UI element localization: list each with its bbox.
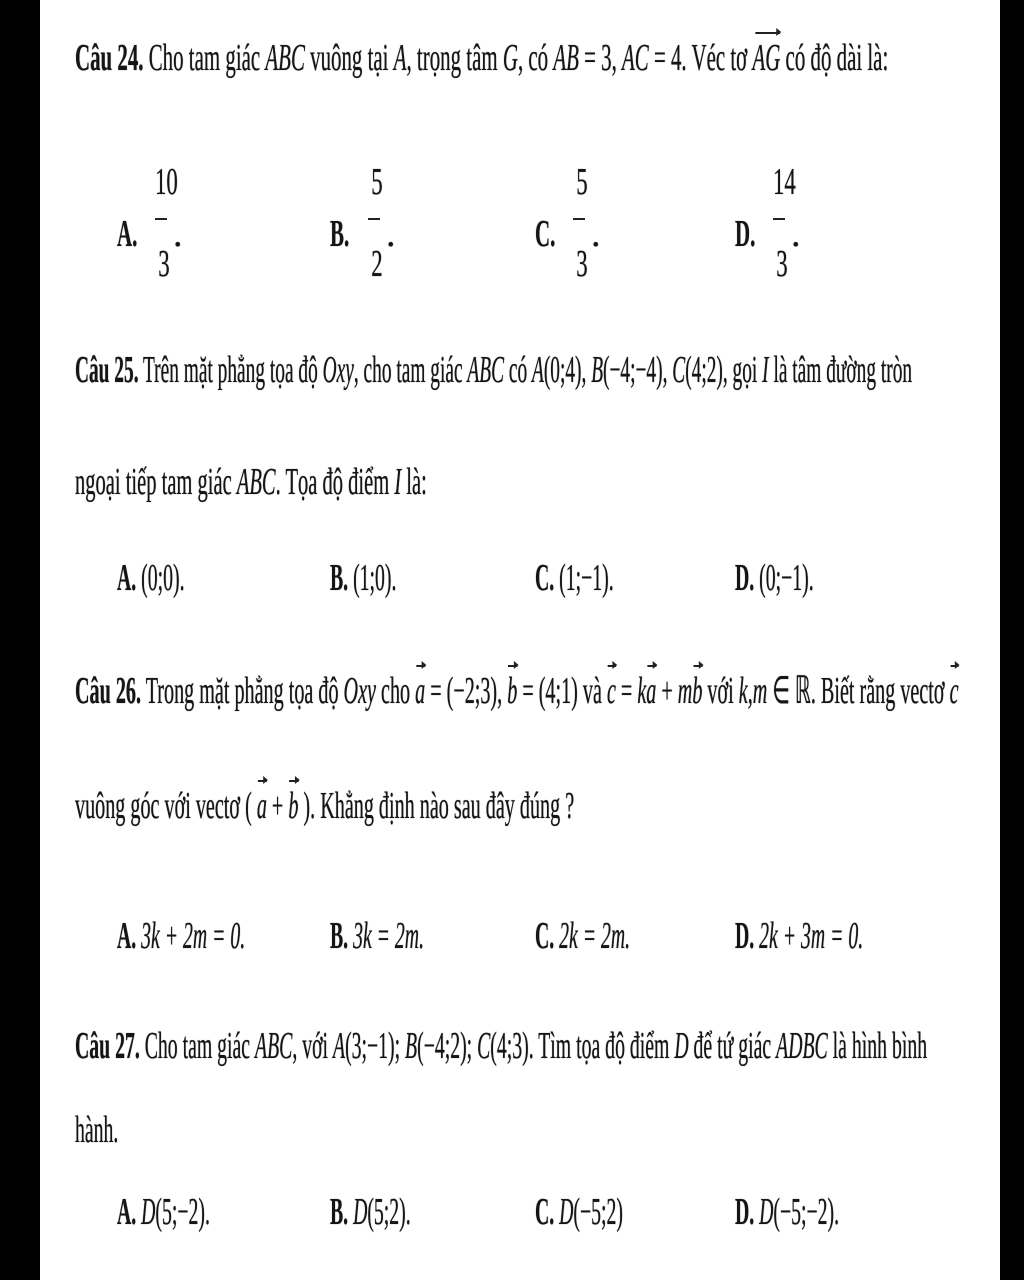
vector-symbol: b bbox=[288, 785, 299, 827]
label-text: D. bbox=[735, 557, 755, 599]
text: (−5;−2). bbox=[773, 1191, 840, 1233]
math-text: ABC bbox=[236, 461, 276, 503]
q26-option-d[interactable] bbox=[735, 914, 863, 958]
math-text: k bbox=[637, 670, 647, 712]
label-text: Câu 24. bbox=[75, 37, 144, 79]
label-text: C. bbox=[535, 557, 555, 599]
label-text: A. bbox=[117, 1191, 137, 1233]
numerator: 14 bbox=[773, 161, 796, 203]
text: (−5;2) bbox=[573, 1191, 623, 1233]
label-text: Câu 25. bbox=[75, 349, 139, 391]
period: . bbox=[386, 213, 396, 255]
math-text: D bbox=[554, 1191, 574, 1233]
math-text: I bbox=[762, 349, 769, 391]
math-text: 3k = 2m. bbox=[348, 915, 425, 957]
fraction-bar bbox=[573, 218, 585, 220]
text: , có bbox=[517, 37, 554, 79]
text: Cho tam giác bbox=[143, 37, 266, 79]
math-text: C bbox=[477, 1025, 491, 1067]
period: . bbox=[591, 213, 601, 255]
text: (1;0). bbox=[348, 557, 397, 599]
label-text: D. bbox=[735, 1191, 755, 1233]
math-text: D bbox=[754, 1191, 774, 1233]
denominator: 3 bbox=[576, 243, 588, 285]
q25-option-c[interactable] bbox=[535, 556, 614, 600]
label-text: B. bbox=[330, 557, 349, 599]
text: + bbox=[656, 670, 678, 712]
text: ngoại tiếp tam giác bbox=[75, 461, 237, 503]
text: (−4;2); bbox=[417, 1025, 478, 1067]
q25-option-a[interactable] bbox=[117, 556, 185, 600]
vector-symbol: AG bbox=[752, 37, 781, 79]
math-text: Oxy bbox=[322, 349, 354, 391]
text: ). Khẳng định nào sau đây đúng ? bbox=[298, 785, 575, 827]
text: Trên mặt phẳng tọa độ bbox=[138, 349, 323, 391]
vector-symbol: b bbox=[507, 670, 518, 712]
text: . Tọa độ điểm bbox=[275, 461, 395, 503]
denominator: 3 bbox=[776, 243, 788, 285]
text: cho bbox=[375, 670, 416, 712]
label-text: C. bbox=[535, 1191, 555, 1233]
math-text: ABC bbox=[467, 349, 504, 391]
math-text: A bbox=[332, 1025, 346, 1067]
q25-option-b[interactable] bbox=[330, 556, 396, 600]
text: (3;−1); bbox=[345, 1025, 406, 1067]
text: , với bbox=[292, 1025, 333, 1067]
text: + bbox=[266, 785, 289, 827]
question-26-text bbox=[75, 668, 959, 713]
vector-symbol: c bbox=[606, 670, 616, 712]
text: (5;2). bbox=[367, 1191, 411, 1233]
text: (4;3). Tìm tọa độ điểm bbox=[490, 1025, 675, 1067]
text: (−4;−4), bbox=[603, 349, 673, 391]
text: là tâm đường tròn bbox=[768, 349, 913, 391]
math-text: I bbox=[394, 461, 402, 503]
vector-symbol: b bbox=[692, 670, 703, 712]
text: là: bbox=[401, 461, 427, 503]
denominator: 3 bbox=[158, 243, 170, 285]
text: = (−2;3), bbox=[425, 670, 508, 712]
math-text: k,m bbox=[738, 670, 768, 712]
math-text: D bbox=[674, 1025, 689, 1067]
q26-option-a[interactable] bbox=[117, 914, 245, 958]
question-27-text bbox=[75, 1024, 927, 1068]
text: = 3, bbox=[578, 37, 623, 79]
label-text: C. bbox=[535, 915, 555, 957]
math-text: A bbox=[393, 37, 407, 79]
q25-option-d[interactable] bbox=[735, 556, 814, 600]
math-text: B bbox=[591, 349, 604, 391]
numerator: 10 bbox=[155, 161, 178, 203]
text: = (4;1) và bbox=[517, 670, 607, 712]
option-label: B. bbox=[330, 213, 350, 255]
fraction-bar bbox=[368, 218, 380, 220]
q27-option-a[interactable] bbox=[117, 1190, 210, 1234]
math-text: B bbox=[405, 1025, 418, 1067]
denominator: 2 bbox=[371, 243, 383, 285]
label-text: A. bbox=[117, 915, 137, 957]
text: để tứ giác bbox=[688, 1025, 777, 1067]
text: (5;−2). bbox=[155, 1191, 210, 1233]
text: có bbox=[503, 349, 532, 391]
vector-symbol: c bbox=[949, 670, 959, 712]
label-text: B. bbox=[330, 1191, 349, 1233]
text: (0;0). bbox=[136, 557, 185, 599]
vector-symbol: a bbox=[415, 670, 426, 712]
math-text: A bbox=[531, 349, 544, 391]
q27-option-b[interactable] bbox=[330, 1190, 411, 1234]
fraction-bar bbox=[155, 218, 167, 220]
math-text: Oxy bbox=[343, 670, 376, 712]
math-text: AB bbox=[553, 37, 579, 79]
period: . bbox=[173, 213, 183, 255]
text: (0;4), bbox=[543, 349, 592, 391]
math-text: AC bbox=[622, 37, 649, 79]
math-text: C bbox=[672, 349, 686, 391]
label-text: Câu 27. bbox=[75, 1025, 140, 1067]
text: , trọng tâm bbox=[406, 37, 503, 79]
text: Cho tam giác bbox=[139, 1025, 256, 1067]
q26-option-c[interactable] bbox=[535, 914, 630, 958]
text: = 4. Véc tơ bbox=[648, 37, 753, 79]
q26-option-b[interactable] bbox=[330, 914, 424, 958]
period: . bbox=[791, 213, 801, 255]
text: ∈ ℝ. Biết rằng vectơ bbox=[767, 670, 950, 712]
option-label: D. bbox=[735, 213, 756, 255]
numerator: 5 bbox=[371, 161, 383, 203]
text: (0;−1). bbox=[754, 557, 814, 599]
math-text: ADBC bbox=[776, 1025, 828, 1067]
text: vuông góc với vectơ ( bbox=[75, 785, 257, 827]
math-text: 2k = 2m. bbox=[554, 915, 631, 957]
math-text: D bbox=[348, 1191, 368, 1233]
vector-symbol: a bbox=[646, 670, 657, 712]
text: (1;−1). bbox=[554, 557, 614, 599]
label-text: D. bbox=[735, 915, 755, 957]
text: = bbox=[615, 670, 638, 712]
question-27-text-cont bbox=[75, 1108, 118, 1152]
vector-symbol: a bbox=[256, 785, 267, 827]
question-24-text bbox=[75, 36, 888, 80]
math-text: ABC bbox=[255, 1025, 293, 1067]
question-26-text-cont bbox=[75, 784, 574, 828]
text: Trong mặt phẳng tọa độ bbox=[141, 670, 344, 712]
option-label: A. bbox=[117, 213, 138, 255]
text: hành. bbox=[75, 1109, 119, 1151]
text: là hình bình bbox=[827, 1025, 928, 1067]
math-text: G bbox=[502, 37, 518, 79]
numerator: 5 bbox=[576, 161, 588, 203]
text: , cho tam giác bbox=[353, 349, 468, 391]
text: với bbox=[702, 670, 739, 712]
q27-option-d[interactable] bbox=[735, 1190, 839, 1234]
math-text: D bbox=[136, 1191, 156, 1233]
math-text: 3k + 2m = 0. bbox=[136, 915, 246, 957]
text: có độ dài là: bbox=[780, 37, 889, 79]
question-25-text bbox=[75, 348, 912, 392]
option-label: C. bbox=[535, 213, 556, 255]
fraction-bar bbox=[773, 218, 785, 220]
document-page bbox=[40, 0, 1000, 1280]
label-text: Câu 26. bbox=[75, 670, 142, 712]
label-text: A. bbox=[117, 557, 137, 599]
text: vuông tại bbox=[304, 37, 394, 79]
question-25-text-cont bbox=[75, 460, 427, 504]
math-text: ABC bbox=[265, 37, 305, 79]
label-text: B. bbox=[330, 915, 349, 957]
q27-option-c[interactable] bbox=[535, 1190, 623, 1234]
math-text: m bbox=[677, 670, 693, 712]
text: (4;2), gọi bbox=[685, 349, 763, 391]
math-text: 2k + 3m = 0. bbox=[754, 915, 864, 957]
